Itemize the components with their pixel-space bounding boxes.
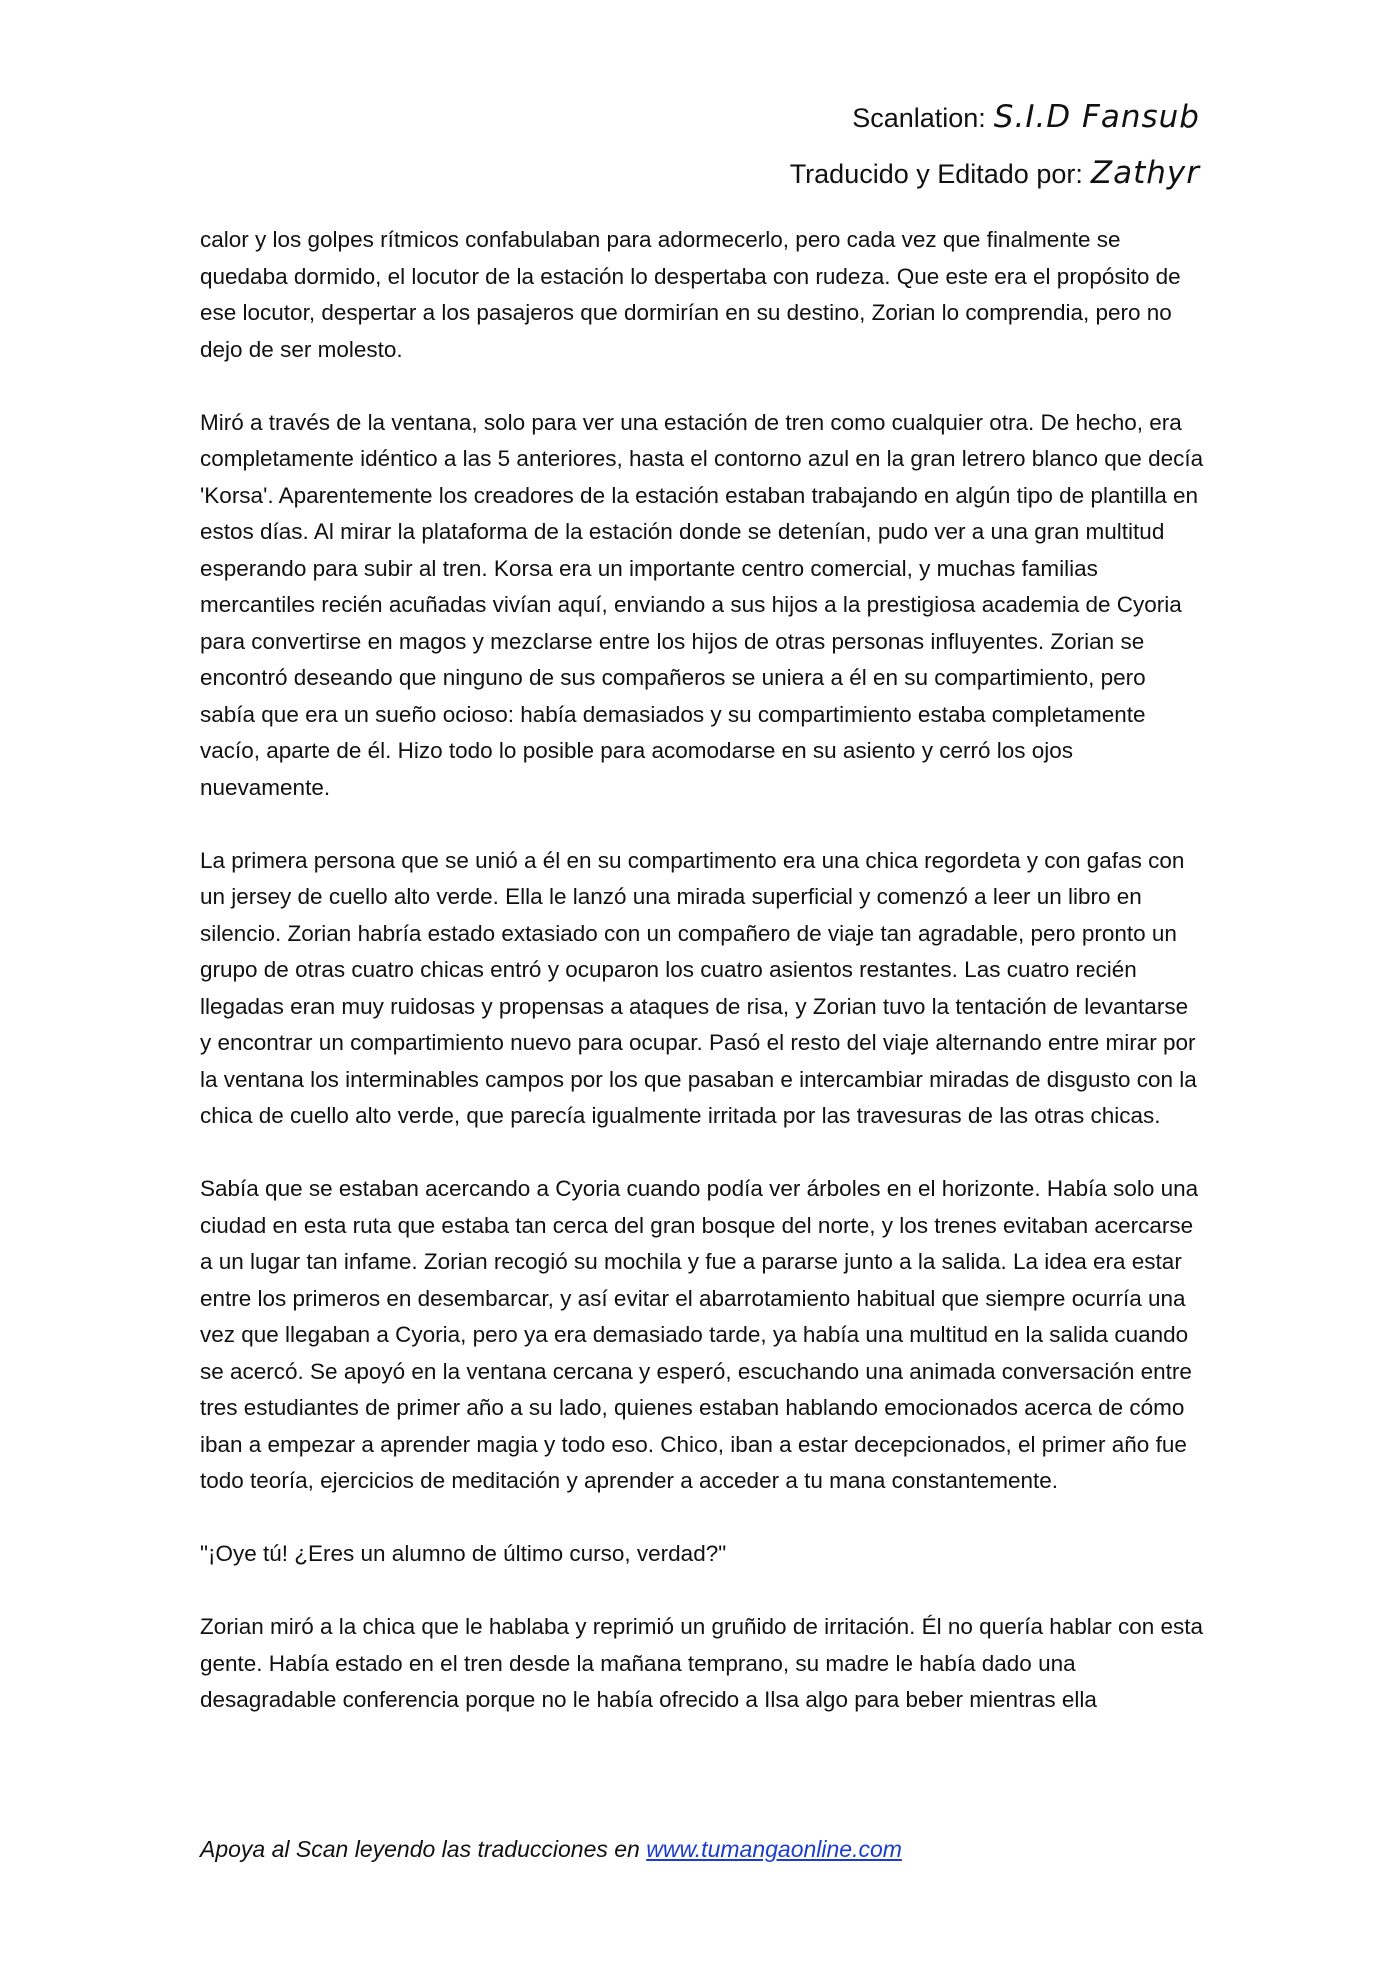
scanlation-group: S.I.D Fansub — [993, 99, 1200, 135]
scanlation-label: Scanlation: — [852, 103, 986, 133]
paragraph: Sabía que se estaban acercando a Cyoria cuando podía ver árboles en el horizonte. Había solo una ciudad en esta ruta que estaba tan cerca del gran bosque del norte, y los trenes evitaban acercarse a un lugar tan infame. Zorian recogió su mochila y fue a pararse junto a la salida. La idea era estar entre los primeros en desembarcar, y así evitar el abarrotamiento habitual que siempre ocurría una vez que llegaban a Cyoria, pero ya era demasiado tarde, ya había una multitud en la salida cuando se acercó. Se apoyó en la ventana cercana y esperó, escuchando una animada conversación entre tres estudiantes de primer año a su lado, quienes estaban hablando emocionados acerca de cómo iban a empezar a aprender magia y todo eso. Chico, iban a estar decepcionados, el primer año fue todo teoría, ejercicios de meditación y aprender a acceder a tu mana constantemente. — [200, 1176, 1199, 1493]
paragraph: La primera persona que se unió a él en su compartimento era una chica regordeta y con gafas con un jersey de cuello alto verde. Ella le lanzó una mirada superficial y comenzó a leer un libro en silencio. Zorian habría estado extasiado con un compañero de viaje tan agradable, pero pronto un grupo de otras cuatro chicas entró y ocuparon los cuatro asientos restantes. Las cuatro recién llegadas eran muy ruidosas y propensas a ataques de risa, y Zorian tuvo la tentación de levantarse y encontrar un compartimiento nuevo para ocupar. Pasó el resto del viaje alternando entre mirar por la ventana los interminables campos por los que pasaban e intercambiar miradas de disgusto con la chica de cuello alto verde, que parecía igualmente irritada por las travesuras de las otras chicas. — [200, 847, 1197, 1128]
dialogue-line: "¡Oye tú! ¿Eres un alumno de último curso, verdad?" — [200, 1541, 727, 1566]
paragraph: calor y los golpes rítmicos confabulaban para adormecerlo, pero cada vez que finalmente se quedaba dormido, el locutor de la estación lo despertaba con rudeza. Que este era el propósito de ese locutor, despertar a los pasajeros que dormirían en su destino, Zorian lo comprendia, pero no dejo de ser molesto. — [200, 227, 1181, 362]
credits-header — [790, 90, 1200, 202]
paragraph: Zorian miró a la chica que le hablaba y reprimió un gruñido de irritación. Él no quería hablar con esta gente. Había estado en el tren desde la mañana temprano, su madre le había dado una desagradable conferencia porque no le había ofrecido a Ilsa algo para beber mientras ella — [200, 1614, 1204, 1712]
scanlation-credit — [790, 90, 1200, 146]
translator-name: Zathyr — [1090, 155, 1200, 191]
document-body — [200, 222, 1204, 1719]
footer-text: Apoya al Scan leyendo las traducciones en — [200, 1836, 647, 1862]
paragraph: Miró a través de la ventana, solo para ver una estación de tren como cualquier otra. De hecho, era completamente idéntico a las 5 anteriores, hasta el contorno azul en la gran letrero blanco que decía 'Korsa'. Aparentemente los creadores de la estación estaban trabajando en algún tipo de plantilla en estos días. Al mirar la plataforma de la estación donde se detenían, pudo ver a una gran multitud esperando para subir al tren. Korsa era un importante centro comercial, y muchas familias mercantiles recién acuñadas vivían aquí, enviando a sus hijos a la prestigiosa academia de Cyoria para convertirse en magos y mezclarse entre los hijos de otras personas influyentes. Zorian se encontró deseando que ninguno de sus compañeros se uniera a él en su compartimiento, pero sabía que era un sueño ocioso: había demasiados y su compartimiento estaba completamente vacío, aparte de él. Hizo todo lo posible para acomodarse en su asiento y cerró los ojos nuevamente. — [200, 409, 1204, 800]
translator-credit — [790, 146, 1200, 202]
footer-link[interactable]: www.tumangaonline.com — [646, 1836, 902, 1862]
footer-note — [200, 1836, 902, 1863]
translator-label: Traducido y Editado por: — [789, 159, 1083, 189]
